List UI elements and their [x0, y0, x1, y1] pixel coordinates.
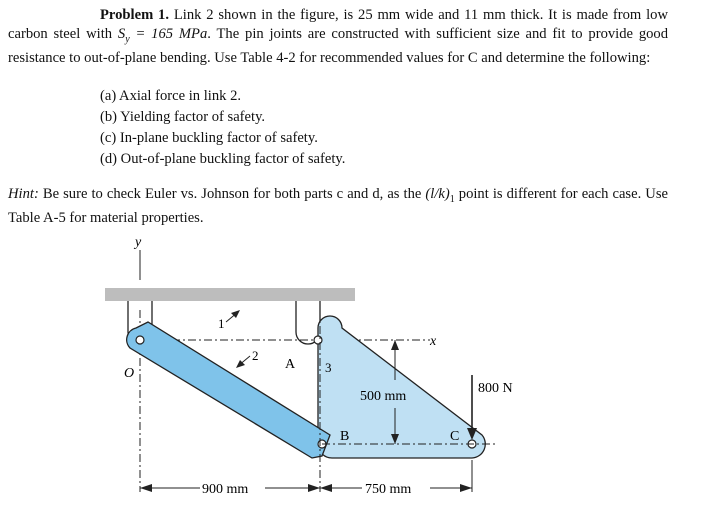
label-3: 3 [325, 360, 332, 375]
dim-750: 750 mm [365, 482, 412, 497]
hint-text-1: Be sure to check Euler vs. Johnson for both parts c and d, as the [38, 186, 426, 202]
label-y: y [135, 235, 142, 250]
hint-paragraph [8, 185, 668, 228]
hint-text-2: point is different for each case. Use Table A-5 for material properties. [8, 186, 668, 227]
label-2: 2 [252, 348, 259, 363]
label-x: x [430, 334, 437, 349]
problem-text-1: Link 2 shown in the figure, is 25 mm wide and 11 mm thick. It is made from low carbon steel with [8, 7, 669, 42]
part-a: (a) Axial force in link 2. [100, 88, 242, 104]
hint-label: Hint: [8, 186, 39, 202]
linkage-diagram [100, 230, 530, 515]
lk-expression: $(l/k)_1$ [425, 186, 455, 205]
sy-symbol: $S_y$ [117, 25, 130, 45]
problem-statement [8, 6, 668, 67]
pin-o [136, 336, 144, 344]
ground-bar [105, 288, 355, 301]
part-c: (c) In-plane buckling factor of safety. [100, 130, 318, 146]
label-a: A [285, 357, 296, 372]
label-1: 1 [218, 316, 225, 331]
sy-value: = 165 MPa [129, 25, 208, 42]
problem-text-2: . The pin joints are constructed with sufficient size and fit to provide good resistance to out-of-plane bending. Use Table 4-2 for recommended values for C and determine the following: [8, 25, 669, 66]
dim-500: 500 mm [360, 389, 407, 404]
label-o: O [124, 366, 135, 381]
label-c: C [450, 429, 460, 444]
link-2 [127, 322, 330, 458]
label-b: B [340, 429, 350, 444]
force-label: 800 N [478, 381, 513, 396]
linkage-figure [100, 230, 530, 520]
problem-label: Problem 1. [100, 7, 170, 23]
pin-a [314, 336, 322, 344]
parts-list [100, 86, 345, 170]
dim-900: 900 mm [202, 482, 249, 497]
part-b: (b) Yielding factor of safety. [100, 109, 266, 125]
part-d: (d) Out-of-plane buckling factor of safety. [100, 151, 346, 167]
